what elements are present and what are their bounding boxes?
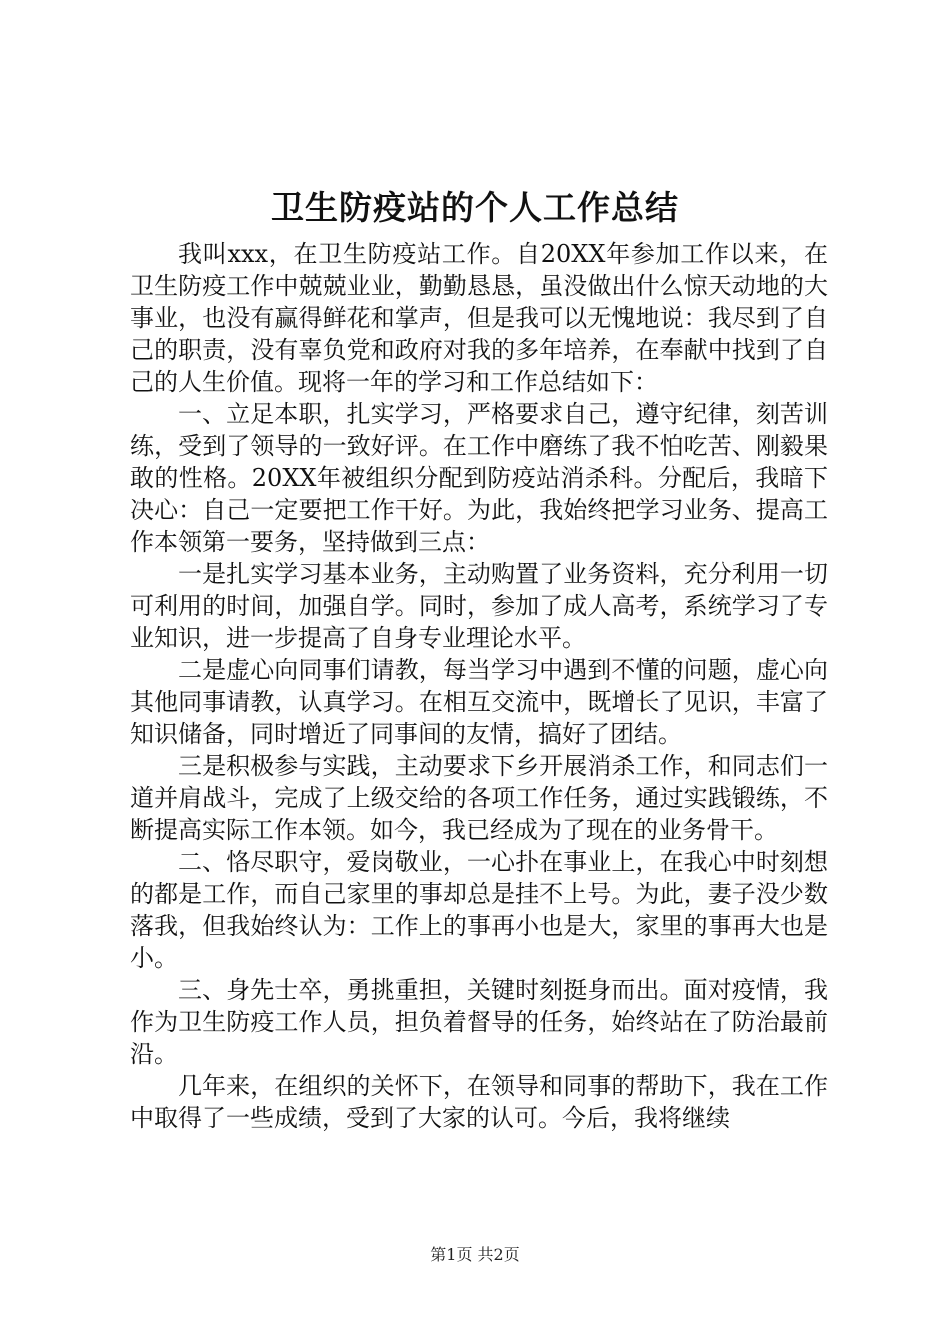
document-body [130,238,828,1134]
paragraph: 三是积极参与实践，主动要求下乡开展消杀工作，和同志们一道并肩战斗，完成了上级交给的各项工作任务，通过实践锻练，不断提高实际工作本领。如今，我已经成为了现在的业务骨干。 [130,752,828,844]
paragraph: 二是虚心向同事们请教，每当学习中遇到不懂的问题，虚心向其他同事请教，认真学习。在相互交流中，既增长了见识，丰富了知识储备，同时增近了同事间的友情，搞好了团结。 [130,656,828,748]
paragraph: 二、恪尽职守，爱岗敬业，一心扑在事业上，在我心中时刻想的都是工作，而自己家里的事却总是挂不上号。为此，妻子没少数落我，但我始终认为：工作上的事再小也是大，家里的事再大也是小。 [130,848,828,972]
page-number-footer: 第1页 共2页 [430,1245,520,1264]
paragraph: 几年来，在组织的关怀下，在领导和同事的帮助下，我在工作中取得了一些成绩，受到了大家的认可。今后，我将继续 [130,1072,828,1132]
paragraph: 三、身先士卒，勇挑重担，关键时刻挺身而出。面对疫情，我作为卫生防疫工作人员，担负着督导的任务，始终站在了防治最前沿。 [130,976,828,1068]
paragraph: 我叫xxx，在卫生防疫站工作。自20XX年参加工作以来，在卫生防疫工作中兢兢业业，勤勤恳恳，虽没做出什么惊天动地的大事业，也没有赢得鲜花和掌声，但是我可以无愧地说：我尽到了自己的职责，没有辜负党和政府对我的多年培养，在奉献中找到了自己的人生价值。现将一年的学习和工作总结如下： [130,240,828,396]
page-title: 卫生防疫站的个人工作总结 [271,188,679,227]
paragraph: 一、立足本职，扎实学习，严格要求自己，遵守纪律，刻苦训练，受到了领导的一致好评。在工作中磨练了我不怕吃苦、刚毅果敢的性格。20XX年被组织分配到防疫站消杀科。分配后，我暗下决心：自己一定要把工作干好。为此，我始终把学习业务、提高工作本领第一要务，坚持做到三点： [130,400,828,556]
paragraph: 一是扎实学习基本业务，主动购置了业务资料，充分利用一切可利用的时间，加强自学。同时，参加了成人高考，系统学习了专业知识，进一步提高了自身专业理论水平。 [130,560,828,652]
